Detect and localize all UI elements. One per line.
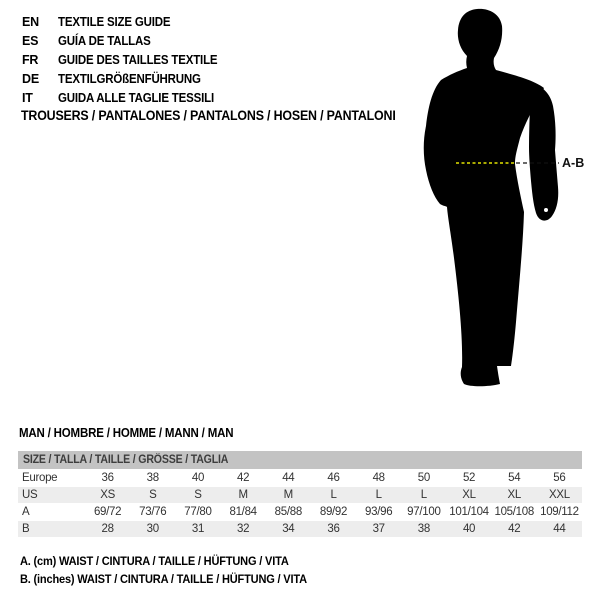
man-silhouette-body <box>424 9 544 386</box>
garment-heading-text: TROUSERS / PANTALONES / PANTALONS / HOSEN / PANTALONI <box>21 108 396 123</box>
note-a-text: A. (cm) WAIST / CINTURA / TAILLE / HÜFTUNG / VITA <box>20 554 289 568</box>
table-header-label: SIZE / TALLA / TAILLE / GRÖSSE / TAGLIA <box>23 454 229 466</box>
table-cell: 44 <box>282 472 295 484</box>
language-title: GUIDA ALLE TAGLIE TESSILI <box>58 91 214 105</box>
language-title: TEXTILE SIZE GUIDE <box>58 15 171 29</box>
table-cell: 69/72 <box>93 506 122 518</box>
table-cell: S <box>149 489 157 501</box>
size-table <box>18 451 582 537</box>
language-row <box>22 70 231 89</box>
language-code: EN <box>22 15 39 29</box>
table-cell: 109/112 <box>540 506 579 518</box>
man-silhouette-right-arm <box>529 83 558 221</box>
gender-heading-text: MAN / HOMBRE / HOMME / MANN / MAN <box>19 426 234 440</box>
table-cell: 93/96 <box>365 506 393 518</box>
note-b <box>20 570 332 588</box>
table-cell: XL <box>507 489 521 501</box>
table-cell: 56 <box>553 472 566 484</box>
table-cell: 48 <box>372 472 385 484</box>
language-code: IT <box>22 91 33 105</box>
table-cell: L <box>375 489 382 501</box>
language-title: TEXTILGRÖßENFÜHRUNG <box>58 72 201 86</box>
table-cell: 36 <box>101 472 114 484</box>
table-cell: 40 <box>191 472 205 484</box>
hand-highlight <box>544 208 548 212</box>
table-cell: S <box>194 489 202 501</box>
table-cell: 54 <box>508 472 521 484</box>
language-code: ES <box>22 34 39 48</box>
language-code: FR <box>22 53 39 67</box>
table-cell: 105/108 <box>494 506 534 518</box>
row-label: B <box>22 523 30 535</box>
table-cell: 30 <box>146 523 159 535</box>
table-cell: 101/104 <box>449 506 489 518</box>
table-cell: XL <box>462 489 476 501</box>
table-row <box>18 521 582 537</box>
table-header <box>18 451 582 469</box>
note-a <box>20 552 332 570</box>
measurement-notes <box>20 552 332 588</box>
language-title: GUIDE DES TAILLES TEXTILE <box>58 53 218 67</box>
table-cell: 36 <box>327 523 340 535</box>
table-cell: 32 <box>237 523 250 535</box>
table-row <box>18 504 582 520</box>
language-row <box>22 13 231 32</box>
garment-heading <box>21 106 428 125</box>
table-cell: 81/84 <box>229 506 257 518</box>
table-cell: 44 <box>553 523 566 535</box>
table-cell: 31 <box>191 523 205 535</box>
table-row <box>18 487 582 503</box>
table-cell: 37 <box>372 523 385 535</box>
table-cell: XS <box>100 489 115 501</box>
language-list <box>22 13 231 108</box>
table-cell: L <box>420 489 427 501</box>
man-silhouette-figure <box>405 0 600 400</box>
row-label: A <box>22 506 30 518</box>
table-cell: 42 <box>508 523 521 535</box>
table-cell: 34 <box>282 523 295 535</box>
gender-heading <box>19 424 252 443</box>
table-cell: L <box>330 489 337 501</box>
table-row <box>18 470 582 486</box>
table-cell: 28 <box>101 523 114 535</box>
measure-label: A-B <box>562 156 585 170</box>
language-row <box>22 51 231 70</box>
table-cell: 85/88 <box>274 506 302 518</box>
table-cell: 52 <box>462 472 476 484</box>
table-cell: 42 <box>237 472 250 484</box>
row-label: US <box>22 489 38 501</box>
table-cell: 89/92 <box>319 506 348 518</box>
table-cell: 38 <box>417 523 430 535</box>
note-b-text: B. (inches) WAIST / CINTURA / TAILLE / HÜFTUNG / VITA <box>20 572 307 586</box>
table-cell: M <box>283 489 293 501</box>
table-cell: 50 <box>417 472 430 484</box>
table-cell: 73/76 <box>139 506 167 518</box>
language-code: DE <box>22 72 39 86</box>
row-label: Europe <box>22 472 58 484</box>
table-cell: 40 <box>462 523 476 535</box>
table-cell: XXL <box>548 489 570 501</box>
table-cell: 46 <box>327 472 340 484</box>
language-title: GUÍA DE TALLAS <box>58 34 151 48</box>
table-cell: M <box>238 489 248 501</box>
table-cell: 77/80 <box>184 506 212 518</box>
language-row <box>22 32 231 51</box>
size-table-body <box>18 470 582 537</box>
table-cell: 38 <box>146 472 159 484</box>
table-cell: 97/100 <box>407 506 441 518</box>
